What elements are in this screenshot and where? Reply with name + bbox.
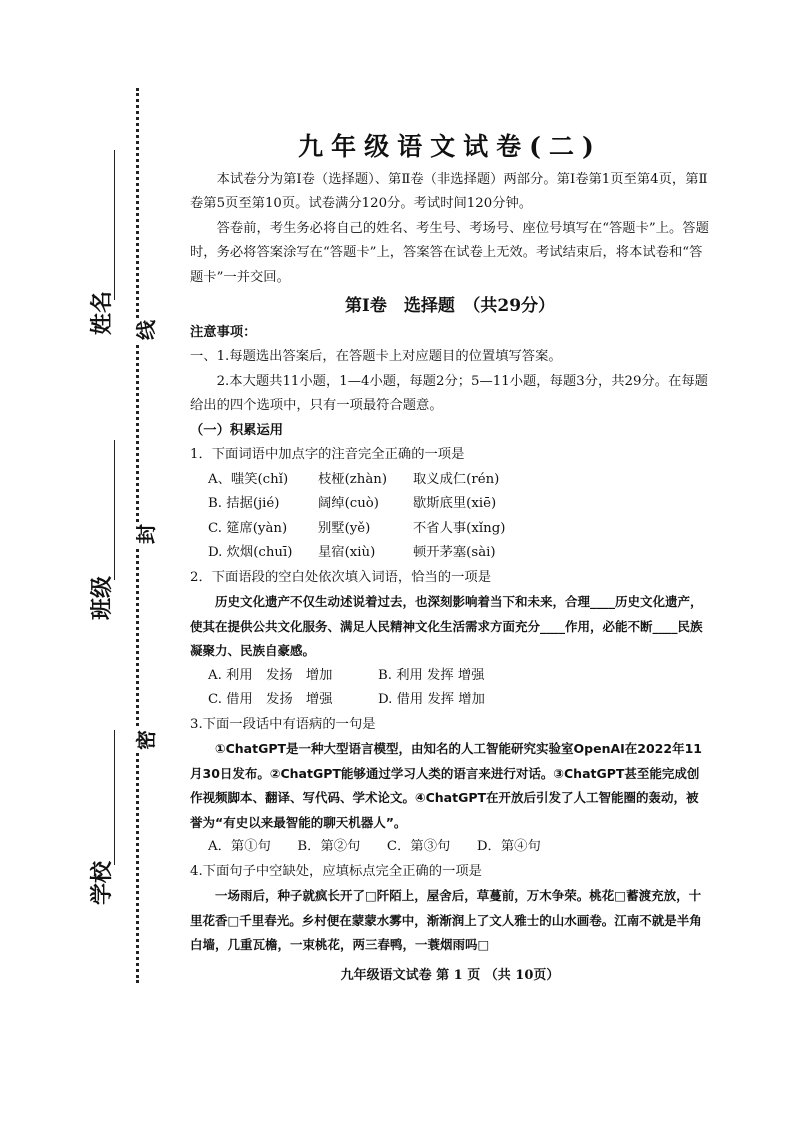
q1-d-2: 星宿(xiù) <box>318 545 376 560</box>
q2-stem: 2．下面语段的空白处依次填入词语，恰当的一项是 <box>190 569 491 585</box>
q1-b-3: 歇斯底里(xiē) <box>413 496 497 511</box>
cut-secret-char: 密 <box>130 728 154 752</box>
q1-d-3: 顿开茅塞(sài) <box>413 545 496 560</box>
notice-1: 一、1.每题选出答案后，在答题卡上对应题目的位置填写答案。 <box>190 349 562 364</box>
school-blank[interactable] <box>114 730 115 865</box>
q1-a-1: A、嗤笑(chǐ) <box>208 471 289 487</box>
q1-b-1: B. 拮据(jié) <box>208 496 280 511</box>
q1-option-b <box>190 492 710 517</box>
q1-c-1: C. 筵席(yàn) <box>208 520 288 536</box>
q1-a-3: 取义成仁(rén) <box>413 471 500 487</box>
cut-line-char: 线 <box>130 318 154 342</box>
q2-options-row-2 <box>190 688 710 713</box>
q3-options: A．第①句 B．第②句 C．第③句 D．第④句 <box>208 839 541 854</box>
q2-options-row-1 <box>190 664 710 689</box>
q1-option-d <box>190 541 710 566</box>
intro-paragraph-2: 答卷前，考生务必将自己的姓名、考生号、考场号、座位号填写在“答题卡”上。答题时，务必将答案涂写在“答题卡”上，答案答在试卷上无效。考试结束后，将本试卷和“答题卡”一并交回。 <box>190 220 709 285</box>
part-title: （一）积累运用 <box>190 422 284 438</box>
q3-passage: ①ChatGPT是一种大型语言模型，由知名的人工智能研究实验室OpenAI在2022年11月30日发布。②ChatGPT能够通过学习人类的语言来进行对话。③ChatGPT甚至能完成创作视频脚本、翻译、写代码、学术论文。④ChatGPT在开放后引发了人工智能圈的轰动，被誉为“有史以来最智能的聊天机器人”。 <box>190 741 702 830</box>
cut-seal-char: 封 <box>130 522 154 546</box>
q2-option-a: A. 利用 发扬 增加 <box>208 667 333 683</box>
notice-label: 注意事项： <box>190 324 257 340</box>
class-label: 班级 <box>89 575 115 620</box>
binding-margin <box>0 0 185 1121</box>
notice-2: 2.本大题共11小题，1—4小题，每题2分；5—11小题，每题3分，共29分。在每题给出的四个选项中，只有一项最符合题意。 <box>190 373 708 413</box>
school-label: 学校 <box>89 860 115 905</box>
q1-stem: 1．下面词语中加点字的注音完全正确的一项是 <box>190 447 465 462</box>
name-blank[interactable] <box>114 150 115 300</box>
q2-passage: 历史文化遗产不仅生动述说着过去，也深刻影响着当下和未来，合理____历史文化遗产，使其在提供公共文化服务、满足人民精神文化生活需求方面充分____作用，必能不断____民族凝聚力、民族自豪感。 <box>190 594 703 658</box>
q4-stem: 4.下面句子中空缺处，应填标点完全正确的一项是 <box>190 863 482 879</box>
page-footer: 九年级语文试卷 第 1 页 （共 10页） <box>340 967 560 983</box>
q2-option-b: B. 利用 发挥 增强 <box>378 667 485 683</box>
q1-c-3: 不省人事(xǐng) <box>413 520 506 536</box>
class-blank[interactable] <box>114 440 115 580</box>
q3-stem: 3.下面一段话中有语病的一句是 <box>190 716 376 732</box>
exam-title: 九年级语文试卷(二) <box>298 132 602 161</box>
q4-passage: 一场雨后，种子就疯长开了□阡陌上，屋舍后，草蔓前，万木争荣。桃花□蓄渡充放，十里花香□千里春光。乡村便在蒙蒙水雾中，渐渐润上了文人雅士的山水画卷。江南不就是半角白墙，几重瓦檐，一束桃花，两三春鸭，一蓑烟雨吗□ <box>190 888 702 952</box>
section-title: 第Ⅰ卷 选择题 （共29分） <box>344 296 556 316</box>
q1-option-a <box>190 468 710 493</box>
name-label: 姓名 <box>89 290 115 335</box>
q1-option-c <box>190 517 710 542</box>
q2-option-d: D. 借用 发挥 增加 <box>378 692 485 707</box>
q1-b-2: 阔绰(cuò) <box>318 496 379 511</box>
q2-option-c: C. 借用 发扬 增强 <box>208 692 333 707</box>
exam-content <box>190 132 710 988</box>
intro-paragraph-1: 本试卷分为第Ⅰ卷（选择题）、第Ⅱ卷（非选择题）两部分。第Ⅰ卷第1页至第4页，第Ⅱ卷第5页至第10页。试卷满分120分。考试时间120分钟。 <box>190 171 708 211</box>
q1-a-2: 枝桠(zhàn) <box>318 471 388 487</box>
q1-d-1: D. 炊烟(chuī) <box>208 545 293 560</box>
q1-c-2: 别墅(yě) <box>318 520 371 536</box>
